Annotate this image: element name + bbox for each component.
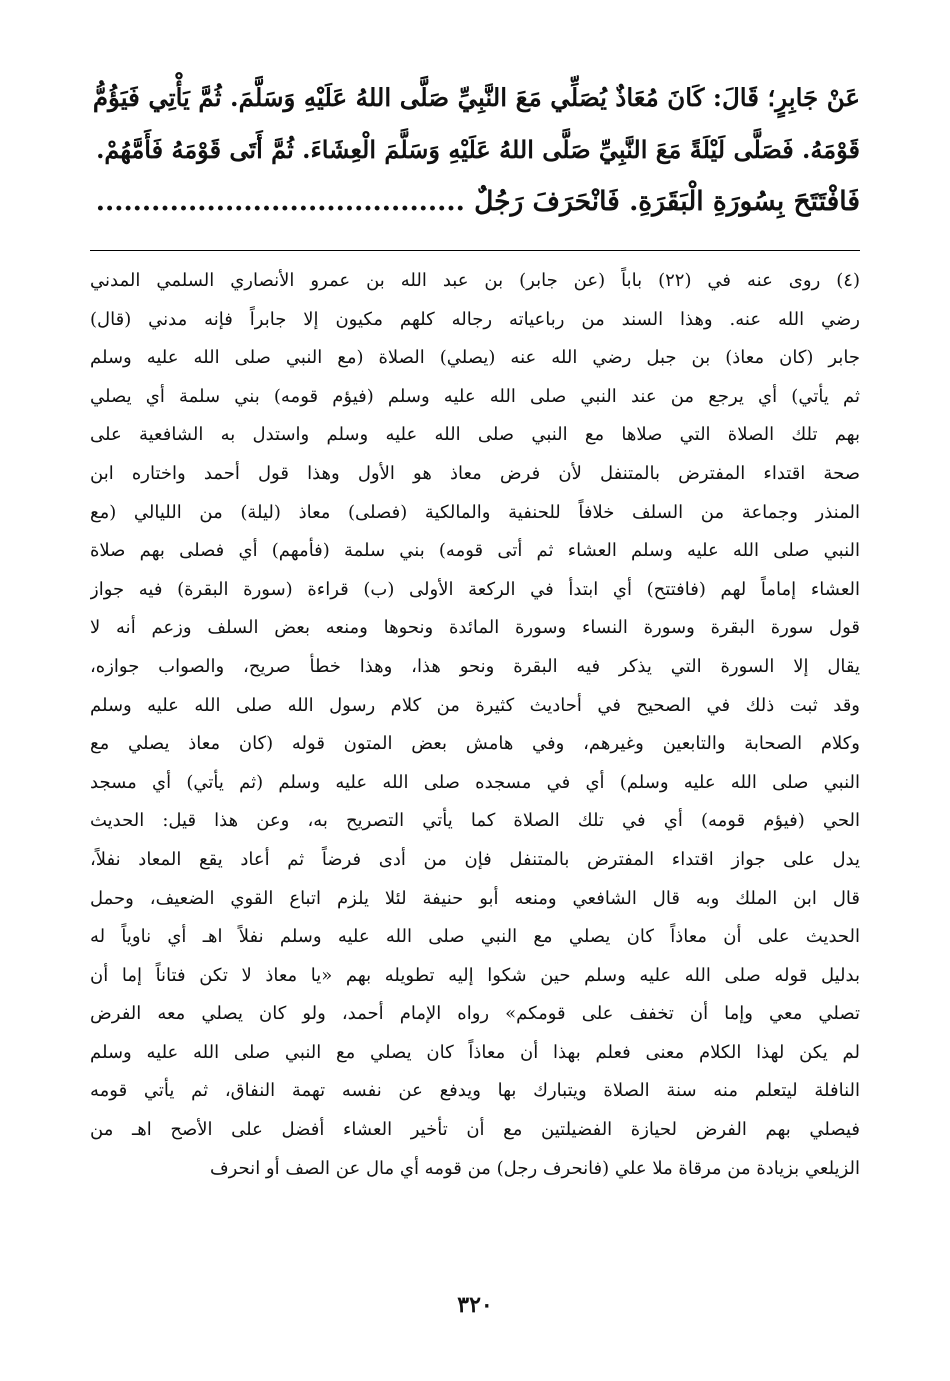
commentary-line: النافلة ليتعلم منه سنة الصلاة ويتبارك بها ويدفع عن نفسه تهمة النفاق، ثم يأتي قومه (90, 1080, 860, 1102)
commentary-line: وقد ثبت ذلك في الصحيح في أحاديث كثيرة من كلام رسول الله صلى الله عليه وسلم (90, 694, 860, 716)
hadith-line-text: فَافْتَتَحَ بِسُورَةِ الْبَقَرَةِ. فَانْحَرَفَ رَجُلٌ (474, 186, 860, 217)
commentary-line: لم يكن لهذا الكلام معنى فعلم بهذا أن معاذاً كان يصلي مع النبي صلى الله عليه وسلم (90, 1041, 860, 1063)
commentary-line: رضي الله عنه. وهذا السند من رباعياته رجاله كلهم مكيون إلا جابراً فإنه مدني (قال) (90, 308, 860, 330)
commentary-line: النبي صلى الله عليه وسلم العشاء ثم أتى قومه) بني سلمة (فأمهم) أي فصلى بهم صلاة (90, 540, 860, 562)
commentary-line: النبي صلى الله عليه وسلم) أي في مسجده صلى الله عليه وسلم (ثم يأتي) أي مسجد (90, 771, 860, 793)
commentary-line: الزيلعي بزيادة من مرقاة ملا علي (فانحرف رجل) من قومه أي مال عن الصف أو انحرف (209, 1157, 860, 1179)
hadith-line: قَوْمَهُ. فَصَلَّى لَيْلَةً مَعَ النَّبِيِّ صَلَّى اللهُ عَلَيْهِ وَسَلَّمَ الْعِشَاءَ. ثُمَّ أَتَى قَوْمَهُ فَأَمَّهُمْ. (96, 135, 860, 164)
commentary-line: جابر (كان معاذ) بن جبل رضي الله عنه (يصلي) الصلاة (مع النبي صلى الله عليه وسلم (90, 347, 860, 369)
commentary-line: وكلام الصحابة والتابعين وغيرهم، وفي هامش بعض المتون قوله (كان معاذ يصلي مع (90, 733, 860, 755)
commentary-line: قول سورة البقرة وسورة النساء وسورة المائدة ونحوها ومنعه بعض السلف وزعم أنه لا (90, 617, 860, 639)
commentary-line: يدل على جواز اقتداء المفترض بالمتنفل فإن من أدى فرضاً ثم أعاد يقع المعاد نفلاً، (90, 848, 860, 870)
commentary-line: قال ابن الملك وبه قال الشافعي ومنعه أبو حنيفة لئلا يلزم اتباع القوي الضعيف، وحمل (90, 887, 860, 909)
footnote-separator (90, 250, 860, 251)
commentary-line: صحة اقتداء المفترض بالمتنفل لأن فرض معاذ هو الأول وهذا قول أحمد واختاره ابن (90, 462, 860, 484)
commentary-line: يقال إلا السورة التي يذكر فيه البقرة ونحو هذا، وهذا خطأ صريح، والصواب جوازه، (90, 655, 860, 677)
commentary-line: تصلي معي وإما أن تخفف على قومكم» رواه الإمام أحمد، ولو كان يصلي معه الفرض (90, 1003, 860, 1025)
hadith-text (90, 72, 860, 228)
commentary-line: ثم يأتي) أي يرجع من عند النبي صلى الله عليه وسلم (فيؤم قومه) بني سلمة أي يصلي (90, 385, 860, 407)
hadith-continuation-dots: ........................................ (95, 186, 465, 217)
hadith-line-last (90, 176, 860, 228)
commentary-line: بهم تلك الصلاة التي صلاها مع النبي صلى الله عليه وسلم واستدل به الشافعية على (90, 424, 860, 446)
commentary-text (90, 262, 860, 1188)
commentary-line: فيصلي بهم الفرض لحيازة الفضيلتين مع أن تأخير العشاء أفضل على الأصح اهـ من (90, 1119, 860, 1141)
commentary-line: العشاء إماماً لهم (فافتتح) أي ابتدأ في الركعة الأولى (ب) قراءة (سورة البقرة) فيه جواز (90, 578, 860, 600)
commentary-line: (٤) روى عنه في (٢٢) باباً (عن جابر) بن عبد الله بن عمرو الأنصاري السلمي المدني (90, 270, 860, 291)
commentary-line: الحي (فيؤم قومه) أي في تلك الصلاة كما يأتي التصريح به، وعن هذا قيل: الحديث (90, 810, 860, 832)
commentary-line: بدليل قوله صلى الله عليه وسلم حين شكوا إليه تطويله بهم «يا معاذ لا تكن فتاناً إما أن (90, 964, 860, 986)
page-number: ٣٢٠ (457, 1292, 493, 1318)
commentary-line: المنذر وجماعة من السلف خلافاً للحنفية والمالكية (فصلى) معاذ (ليلة) من الليالي (مع (90, 501, 860, 523)
commentary-line: الحديث على أن معاذاً كان يصلي مع النبي صلى الله عليه وسلم نفلاً اهـ أي ناوياً له (90, 926, 860, 948)
hadith-line: عَنْ جَابِرٍ؛ قَالَ: كَانَ مُعَاذٌ يُصَلِّي مَعَ النَّبِيِّ صَلَّى اللهُ عَلَيْهِ وَسَلَّمَ. ثُمَّ يَأْتِي فَيَؤُمُّ (92, 83, 860, 112)
